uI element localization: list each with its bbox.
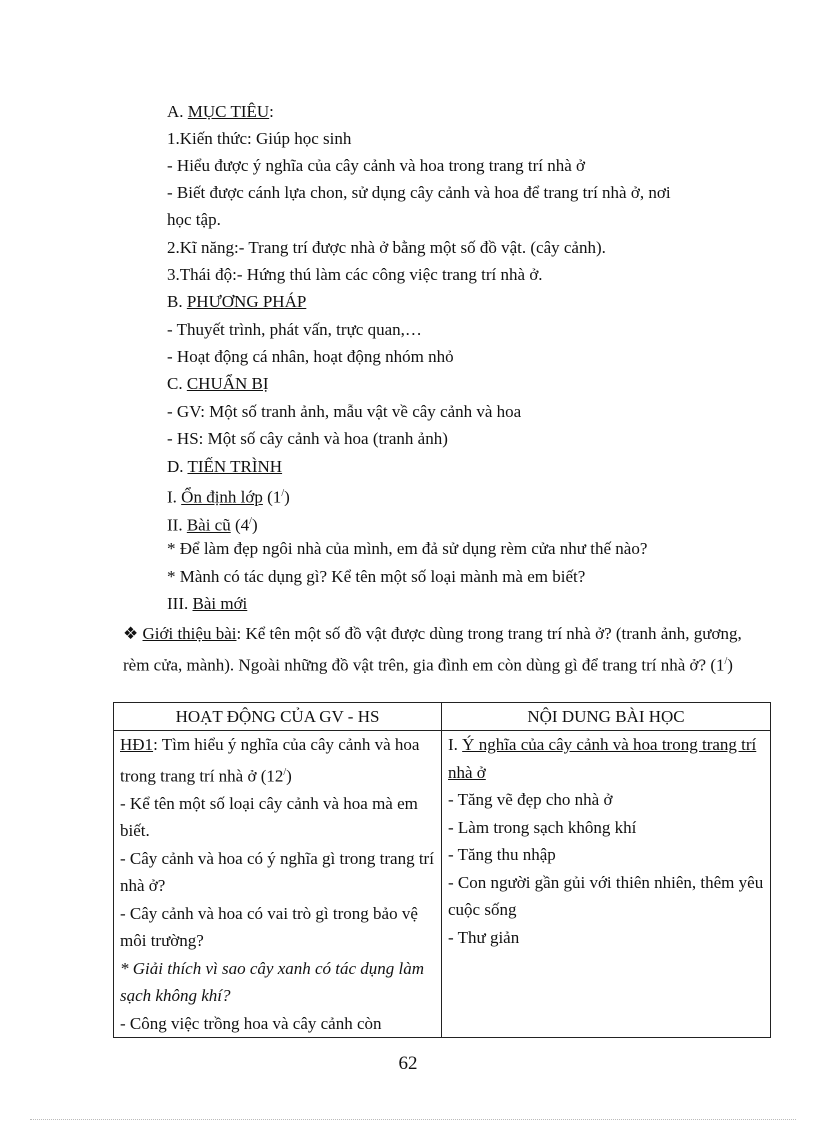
activity-line: - Công việc trồng hoa và cây cảnh còn [120,1013,382,1033]
content-line: - Thư giản [448,927,520,947]
process-step-3: III. Bài mới [167,594,248,613]
prep-item-2: - HS: Một số cây cảnh và hoa (tranh ảnh) [167,429,448,448]
table-header-row [114,703,771,731]
col-header-content: NỘI DUNG BÀI HỌC [442,703,771,731]
knowledge-item-2-cont: học tập. [167,210,221,229]
lesson-table [113,702,771,1038]
process-step-2: II. Bài cũ (4/) [167,515,258,535]
activity-line: - Kể tên một số loại cây cảnh và hoa mà em biết. [120,793,418,841]
prep-heading: C. CHUẨN BỊ [167,374,269,393]
process-heading: D. TIẾN TRÌNH [167,457,283,476]
question-2: * Mành có tác dụng gì? Kể tên một số loại mành mà em biết? [167,567,586,586]
knowledge-line: 1.Kiến thức: Giúp học sinh [167,129,352,148]
attitude-line: 3.Thái độ:- Hứng thú làm các công việc trang trí nhà ở. [167,265,543,284]
activity-heading: HĐ1: Tìm hiểu ý nghĩa của cây cảnh và hoa trong trang trí nhà ở (12/) [120,735,420,786]
knowledge-item-1: - Hiểu được ý nghĩa của cây cảnh và hoa trong trang trí nhà ở [167,156,586,175]
process-step-1: I. Ổn định lớp (1/) [167,487,290,507]
table-row [114,731,771,1038]
question-1: * Để làm đẹp ngôi nhà của mình, em đả sử dụng rèm cửa như thế nào? [167,539,648,558]
method-heading: B. PHƯƠNG PHÁP [167,292,307,311]
col-header-activities: HOẠT ĐỘNG CỦA GV - HS [114,703,442,731]
content-line: - Con người gần gủi với thiên nhiên, thêm yêu cuộc sống [448,872,764,919]
intro-paragraph: ❖ Giới thiệu bài: Kể tên một số đồ vật được dùng trong trang trí nhà ở? (tranh ảnh, gương, rèm cửa, mành). Ngoài những đồ vật trên, gia đình em còn dùng gì để trang trí nhà ở? (1/) [123,624,742,675]
activity-line: - Cây cảnh và hoa có ý nghĩa gì trong trang trí nhà ở? [120,848,434,896]
content-line: - Làm trong sạch không khí [448,817,637,837]
activities-cell [114,731,442,1038]
objectives-heading: A. MỤC TIÊU: [167,102,274,121]
activity-line: - Cây cảnh và hoa có vai trò gì trong bảo vệ môi trường? [120,903,418,951]
method-item-1: - Thuyết trình, phát vấn, trực quan,… [167,320,422,339]
knowledge-item-2: - Biết được cánh lựa chon, sử dụng cây cảnh và hoa để trang trí nhà ở, nơi [167,183,671,202]
content-cell [442,731,771,1038]
content-heading: I. Ý nghĩa của cây cảnh và hoa trong trang trí nhà ở [448,735,757,782]
page-number: 62 [398,1053,418,1074]
activity-line: * Giải thích vì sao cây xanh có tác dụng làm sạch không khí? [120,958,425,1006]
content-line: - Tăng vẽ đẹp cho nhà ở [448,790,613,809]
footer-divider [30,1119,796,1120]
content-line: - Tăng thu nhập [448,845,556,864]
prep-item-1: - GV: Một số tranh ảnh, mẫu vật về cây cảnh và hoa [167,402,522,421]
method-item-2: - Hoạt động cá nhân, hoạt động nhóm nhỏ [167,347,454,366]
skills-line: 2.Kĩ năng:- Trang trí được nhà ở bằng một số đồ vật. (cây cảnh). [167,238,606,257]
